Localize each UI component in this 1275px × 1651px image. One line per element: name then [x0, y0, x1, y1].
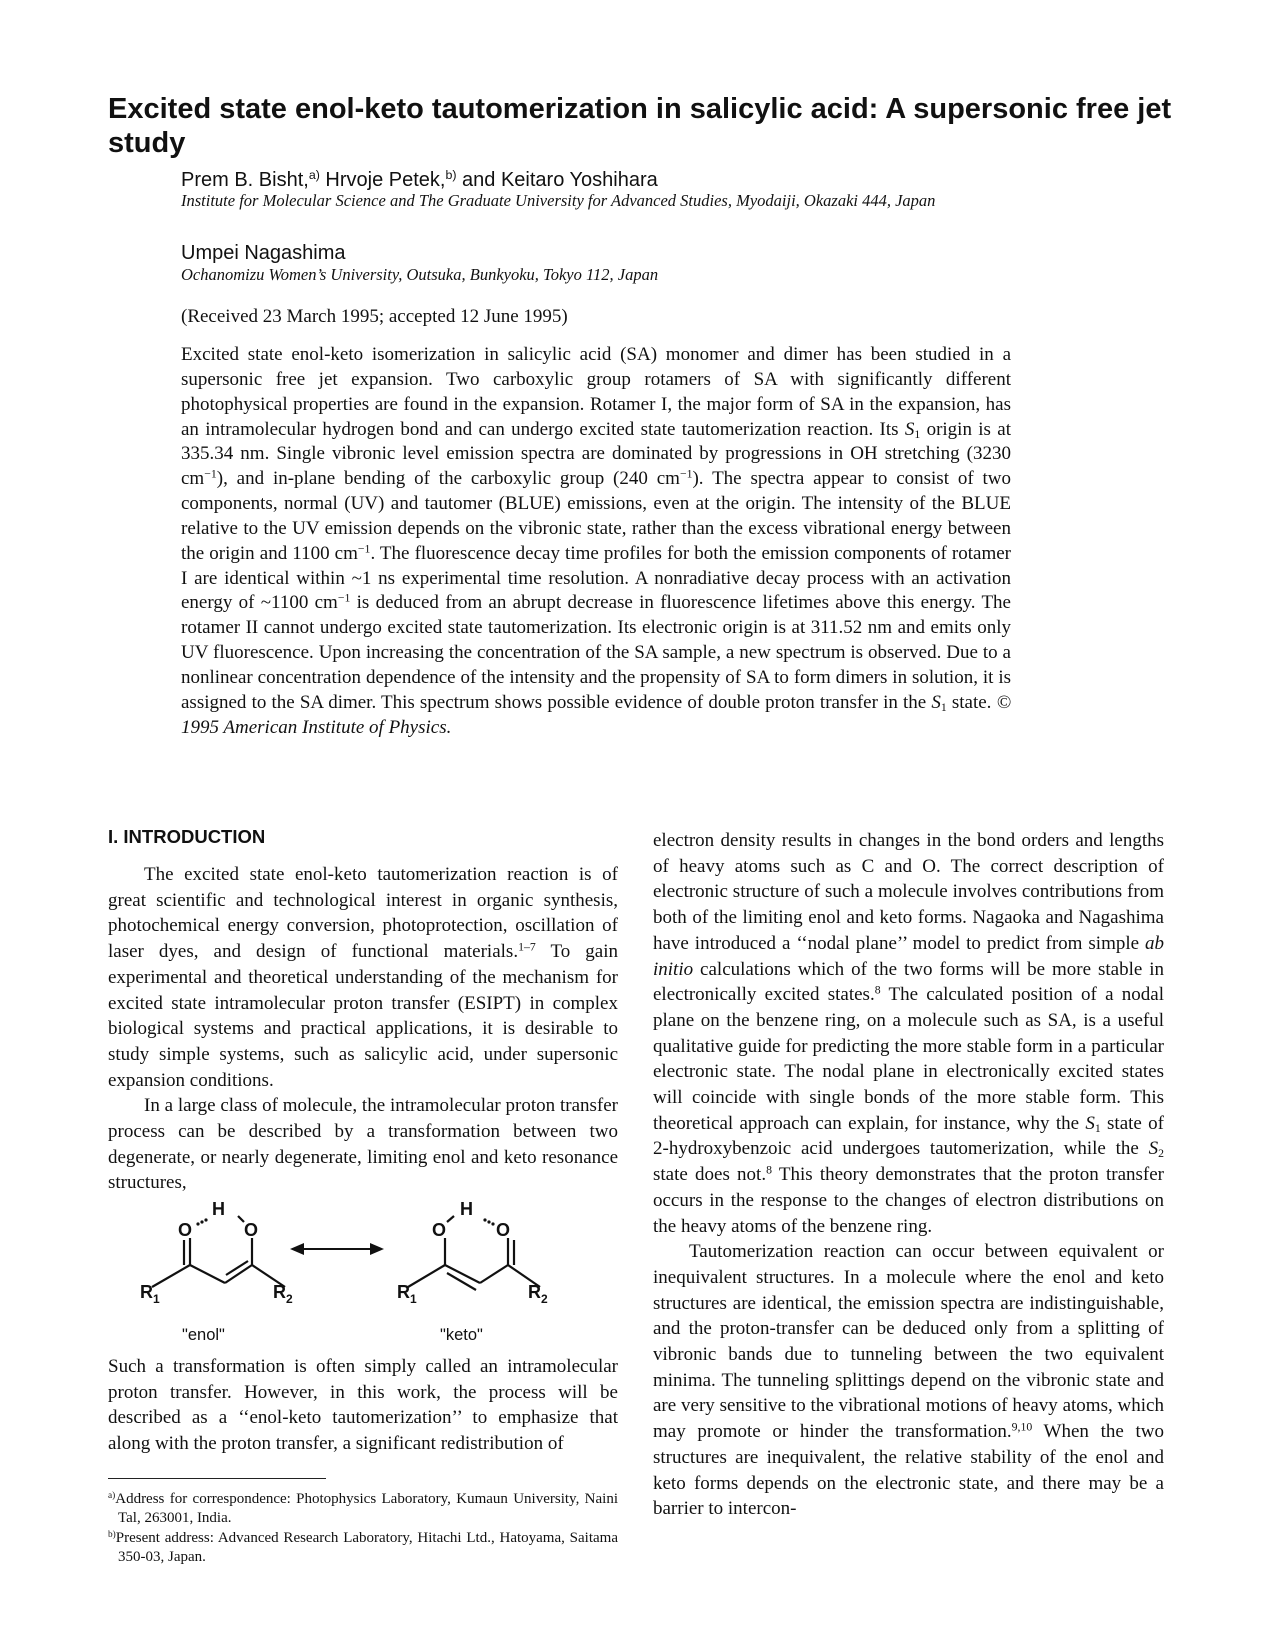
right-paragraph-1	[653, 828, 1164, 1239]
keto-structure-bonds	[408, 1216, 540, 1290]
paragraph-text: The excited state enol-keto tautomerization reaction is of great scientific and technological interest in organic synthesis, photochemical energy conversion, photoprotection, oscillation of laser dyes, and design of functional materials.	[108, 864, 618, 963]
intro-paragraph-1	[108, 862, 618, 1093]
author-yoshihara: and Keitaro Yoshihara	[456, 169, 658, 191]
received-dates: (Received 23 March 1995; accepted 12 June 1995)	[181, 306, 568, 327]
paragraph-text: The calculated position of a nodal plane on the benzene ring, on a molecule such as SA, is a useful qualitative guide for predicting the more stable form in a particular electronic state. The nodal plane in electronically excited states will coincide with single bonds of the more stable form. This theoretical approach can explain, for instance, why the	[653, 984, 1164, 1134]
state-symbol: S	[1085, 1112, 1095, 1134]
author-petek: Hrvoje Petek,	[319, 169, 446, 191]
footnote-b	[108, 1529, 618, 1567]
abstract-text: is deduced from an abrupt decrease in fluorescence lifetimes above this energy. The rotamer II cannot undergo excited state tautomerization. Its electronic origin is at 311.52 nm and emits only UV fluorescence. Upon increasing the concentration of the SA sample, a new spectrum is observed. Due to a nonlinear concentration dependence of the intensity and the propensity of SA to form dimers in solution, it is assigned to the SA dimer. This spectrum shows possible evidence of double proton transfer in the	[181, 592, 1011, 713]
paragraph-text: This theory demonstrates that the proton transfer occurs in the response to the changes of electron distributions on the heavy atoms of the benzene ring.	[653, 1164, 1164, 1237]
reference-mark: 1–7	[518, 940, 536, 954]
r1-subscript: 1	[153, 1292, 160, 1306]
abstract-text: . The fluorescence decay time profiles for both the emission components of rotamer I are identical within ~1 ns experimental time resolution. A nonradiative decay process with an activation energy of ~1100 cm	[181, 542, 1011, 614]
keto-oxygen-atom: O	[496, 1220, 511, 1240]
reference-mark: 8	[874, 983, 881, 997]
keto-oxygen-atom: O	[432, 1220, 447, 1240]
footnote-a	[108, 1490, 618, 1528]
abstract-symbol: S	[904, 418, 915, 440]
state-subscript: 1	[1094, 1121, 1101, 1135]
abstract-subscript: 1	[940, 700, 947, 714]
enol-structure-bonds	[152, 1216, 285, 1287]
enol-oxygen-atom: O	[178, 1220, 193, 1240]
left-column-bottom	[108, 1354, 618, 1457]
footnote-mark: b)	[108, 1529, 116, 1540]
equilibrium-arrow	[290, 1243, 384, 1255]
abstract-text: ), and in-plane bending of the carboxylic group (240 cm	[216, 468, 680, 490]
abstract-text: ). The spectra appear to consist of two components, normal (UV) and tautomer (BLUE) emissions, even at the origin. The intensity of the BLUE relative to the UV emission depends on the vibronic state, rather than the excess vibrational energy between the origin and 1100 cm	[181, 468, 1012, 564]
state-subscript: 2	[1158, 1147, 1164, 1161]
paragraph-text: To gain experimental and theoretical understanding of the mechanism for excited state intramolecular proton transfer (ESIPT) in complex biological systems and practical applications, it is desirable to study simple systems, such as salicylic acid, under supersonic expansion conditions.	[108, 941, 618, 1091]
footnote-mark: a)	[108, 1490, 116, 1501]
r1-group: R	[397, 1282, 410, 1302]
copyright-notice: © 1995 American Institute of Physics.	[181, 691, 1011, 738]
footnote-divider	[108, 1478, 326, 1479]
paragraph-text: When the two structures are inequivalent, the relative stability of the enol and keto forms depends on the electronic state, and there may be a barrier to intercon-	[653, 1421, 1164, 1520]
r2-group: R	[273, 1282, 286, 1302]
footnote-mark-b: b)	[445, 168, 457, 183]
right-paragraph-2	[653, 1239, 1164, 1522]
abstract-superscript: −1	[204, 467, 217, 481]
author-bisht: Prem B. Bisht,	[181, 169, 309, 191]
enol-label: "enol"	[182, 1326, 225, 1344]
intro-paragraph-3: Such a transformation is often simply called an intramolecular proton transfer. However, in this work, the process will be described as a ‘‘enol-keto tautomerization’’ to emphasize that along with the proton transfer, a significant redistribution of	[108, 1356, 618, 1455]
paragraph-text: state of 2-hydroxybenzoic acid undergoes tautomerization, while the	[653, 1112, 1164, 1160]
r2-subscript: 2	[286, 1292, 293, 1306]
footnote-text: Address for correspondence: Photophysics Laboratory, Kumaun University, Naini Tal, 263001, India.	[115, 1491, 618, 1526]
abstract-text: Excited state enol-keto isomerization in salicylic acid (SA) monomer and dimer has been studied in a supersonic free jet expansion. Two carboxylic group rotamers of SA with significantly different photophysical properties are found in the expansion. Rotamer I, the major form of SA in the expansion, has an intramolecular hydrogen bond and can undergo excited state tautomerization reaction. Its	[181, 344, 1011, 440]
author-line	[181, 168, 658, 192]
footnote-mark-a: a)	[308, 168, 320, 183]
affiliation-ochanomizu: Ochanomizu Women’s University, Outsuka, Bunkyoku, Tokyo 112, Japan	[181, 265, 659, 284]
paragraph-text: Tautomerization reaction can occur between equivalent or inequivalent structures. In a molecule where the enol and keto structures are identical, the emission spectra are indistinguishable, and the proton-transfer can be deduced only from a splitting of vibronic bands due to tunneling between the two equivalent minima. The tunneling splittings depend on the vibronic state and are very sensitive to the vibrational motions of heavy atoms, which may promote or hinder the transformation.	[653, 1241, 1164, 1443]
left-column-top	[108, 862, 618, 1196]
abstract-superscript: −1	[679, 467, 693, 481]
section-heading: I. INTRODUCTION	[108, 826, 266, 847]
r2-group: R	[528, 1282, 541, 1302]
enol-hydrogen-atom: H	[212, 1199, 225, 1219]
state-symbol: S	[1148, 1138, 1159, 1160]
paragraph-text: electron density results in changes in the bond orders and lengths of heavy atoms such as C and O. The correct description of electronic structure of such a molecule involves contributions from both of the limiting enol and keto forms. Nagaoka and Nagashima have introduced a ‘‘nodal plane’’ model to predict from simple	[653, 830, 1164, 954]
enol-oxygen-atom: O	[244, 1220, 259, 1240]
article-title: Excited state enol-keto tautomerization in salicylic acid: A supersonic free jet study	[108, 93, 1172, 159]
abstract-symbol: S	[931, 691, 941, 713]
footnote-text: Present address: Advanced Research Laboratory, Hitachi Ltd., Hatoyama, Saitama 350-03, Japan.	[115, 1530, 618, 1565]
footnotes	[108, 1490, 618, 1568]
keto-hbond-dots	[483, 1218, 494, 1225]
r1-subscript: 1	[410, 1292, 417, 1306]
keto-label: "keto"	[440, 1326, 483, 1344]
reference-mark: 8	[766, 1163, 772, 1177]
enol-hbond-dots	[196, 1218, 207, 1225]
affiliation-ims: Institute for Molecular Science and The Graduate University for Advanced Studies, Myodaiji, Okazaki 444, Japan	[181, 191, 936, 210]
right-column	[653, 828, 1164, 1522]
paragraph-text: state does not.	[653, 1164, 767, 1186]
abstract-text: origin is at 335.34 nm. Single vibronic level emission spectra are dominated by progressions in OH stretching (3230 cm	[181, 418, 1011, 490]
reference-mark: 9,10	[1011, 1420, 1033, 1434]
abstract-superscript: −1	[337, 591, 351, 605]
abstract-text: state.	[946, 691, 997, 713]
author-nagashima: Umpei Nagashima	[181, 242, 346, 264]
abstract-superscript: −1	[357, 542, 371, 556]
keto-hydrogen-atom: H	[460, 1199, 473, 1219]
italic-term: ab initio	[653, 932, 1164, 980]
enol-keto-scheme	[140, 1195, 610, 1355]
abstract	[181, 343, 1011, 741]
abstract-subscript: 1	[914, 427, 921, 441]
intro-paragraph-2: In a large class of molecule, the intramolecular proton transfer process can be described by a transformation between two degenerate, or nearly degenerate, limiting enol and keto resonance structures,	[108, 1095, 618, 1194]
r1-group: R	[140, 1282, 153, 1302]
r2-subscript: 2	[541, 1292, 548, 1306]
paragraph-text: calculations which of the two forms will be more stable in electronically excited states.	[653, 958, 1164, 1006]
